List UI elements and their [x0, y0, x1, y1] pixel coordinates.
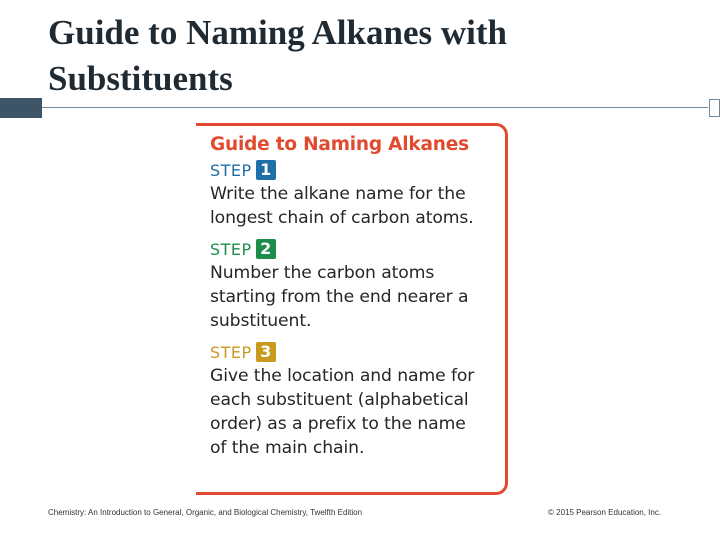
step-1-number-badge: 1	[256, 160, 276, 180]
step-2-text: Number the carbon atoms starting from the end nearer a substituent.	[210, 263, 469, 331]
step-2-label-row	[210, 237, 506, 261]
divider-right-box	[709, 99, 720, 117]
step-1	[210, 158, 506, 230]
step-3-label-row	[210, 340, 506, 364]
step-1-label: STEP	[210, 160, 252, 180]
guide-box	[210, 134, 506, 467]
step-2-label: STEP	[210, 239, 252, 259]
step-3	[210, 340, 506, 460]
guide-heading: Guide to Naming Alkanes	[210, 134, 469, 155]
step-3-label: STEP	[210, 342, 252, 362]
step-3-text: Give the location and name for each substituent (alphabetical order) as a prefix to the name of the main chain.	[210, 366, 475, 458]
slide-title: Guide to Naming Alkanes with Substituents	[48, 13, 507, 98]
step-2	[210, 237, 506, 333]
divider-line	[42, 107, 708, 108]
footer-source: Chemistry: An Introduction to General, Organic, and Biological Chemistry, Twelfth Edition	[48, 508, 363, 517]
step-1-text: Write the alkane name for the longest chain of carbon atoms.	[210, 184, 474, 228]
divider-left-block	[0, 98, 42, 118]
title-divider	[0, 98, 720, 118]
footer-copyright: © 2015 Pearson Education, Inc.	[548, 508, 662, 517]
step-3-number-badge: 3	[256, 342, 276, 362]
step-2-number-badge: 2	[256, 239, 276, 259]
step-1-label-row	[210, 158, 506, 182]
